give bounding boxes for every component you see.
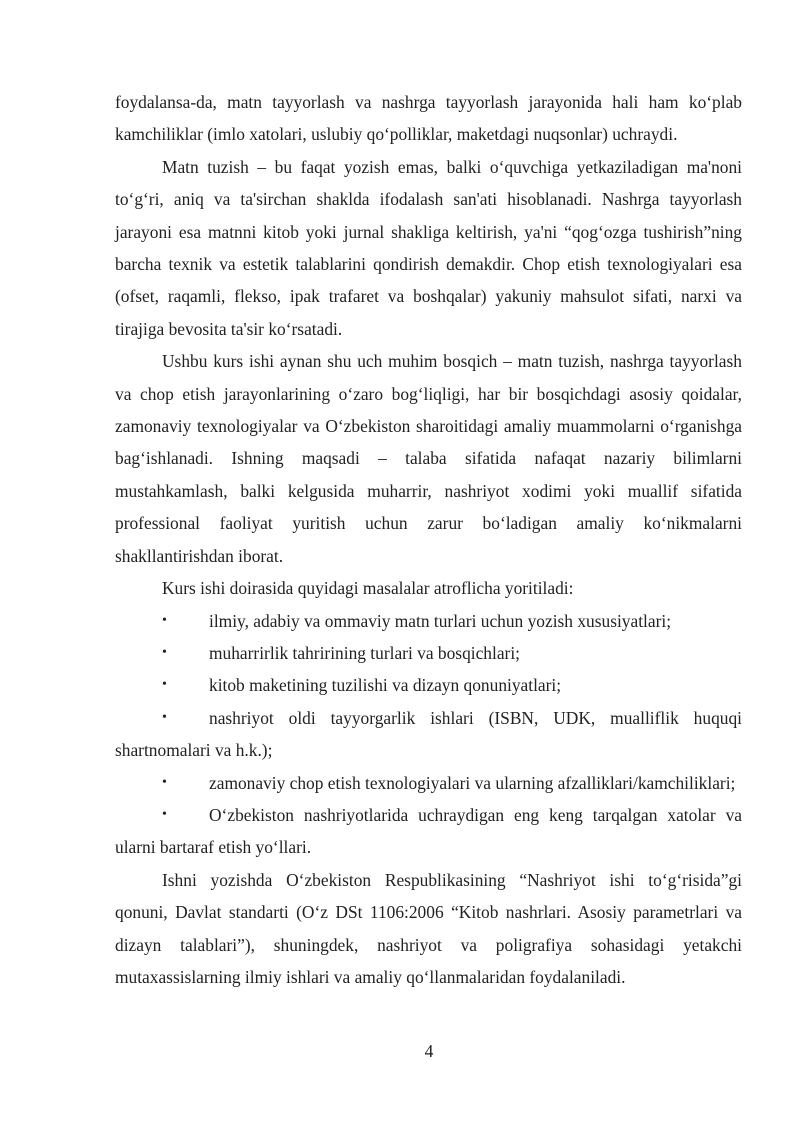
bullet-icon: • xyxy=(162,612,167,628)
paragraph-sources: Ishni yozishda Oʻzbekiston Respublikasining “Nashriyot ishi toʻgʻrisida”gi qonuni, Davlat standarti (Oʻz DSt 1106:2006 “Kitob nashrlari. Asosiy parametrlari va dizayn talablari”), shuningdek, nashriyot va poligrafiya sohasidagi yetakchi mutaxassislarning ilmiy ishlari va amaliy qoʻllanmalaridan foydalaniladi. xyxy=(115,869,742,987)
bullet-icon: • xyxy=(162,677,167,693)
list-item xyxy=(115,637,742,669)
list-item-text: zamonaviy chop etish texnologiyalari va ularning afzalliklari/kamchiliklari; xyxy=(209,772,736,793)
paragraph-course-purpose: Ushbu kurs ishi aynan shu uch muhim bosqich – matn tuzish, nashrga tayyorlash va chop etish jarayonlarining oʻzaro bogʻliqligi, har bir bosqichdagi asosiy qoidalar, zamonaviy texnologiyalar va Oʻzbekiston sharoitidagi amaliy muammolarni oʻrganishga bagʻishlanadi. Ishning maqsadi – talaba sifatida nafaqat nazariy bilimlarni mustahkamlash, balki kelgusida muharrir, nashriyot xodimi yoki muallif sifatida professional faoliyat yuritish uchun zarur boʻladigan amaliy koʻnikmalarni shakllantirishdan iborat. xyxy=(115,351,742,566)
list-item xyxy=(115,702,742,767)
paragraph-list-intro: Kurs ishi doirasida quyidagi masalalar atroflicha yoritiladi: xyxy=(162,578,574,599)
bullet-icon: • xyxy=(162,774,167,790)
document-body xyxy=(115,86,742,993)
list-item xyxy=(115,767,742,799)
list-item-text: ilmiy, adabiy va ommaviy matn turlari uchun yozish xususiyatlari; xyxy=(209,610,672,631)
paragraph-text-composition: Matn tuzish – bu faqat yozish emas, balki oʻquvchiga yetkaziladigan ma'noni toʻgʻri, aniq va ta'sirchan shaklda ifodalash san'ati hisoblanadi. Nashrga tayyorlash jarayoni esa matnni kitob yoki jurnal shakliga keltirish, ya'ni “qogʻozga tushirish”ning barcha texnik va estetik talablarini qondirish demakdir. Chop etish texnologiyalari esa (ofset, raqamli, flekso, ipak trafaret va boshqalar) yakuniy mahsulot sifati, narxi va tirajiga bevosita ta'sir koʻrsatadi. xyxy=(115,156,742,339)
list-item-text: Oʻzbekiston nashriyotlarida uchraydigan eng keng tarqalgan xatolar va ularni bartaraf etish yoʻllari. xyxy=(115,804,742,858)
list-item-text: muharrirlik tahririning turlari va bosqichlari; xyxy=(209,642,521,663)
list-item xyxy=(115,669,742,701)
page-number: 4 xyxy=(424,1041,434,1061)
topics-list xyxy=(115,605,742,864)
list-item xyxy=(115,605,742,637)
list-item-text: nashriyot oldi tayyorgarlik ishlari (ISBN, UDK, mualliflik huquqi shartnomalari va h.k.); xyxy=(115,707,742,761)
list-item-text: kitob maketining tuzilishi va dizayn qonuniyatlari; xyxy=(209,675,562,696)
bullet-icon: • xyxy=(162,709,167,725)
bullet-icon: • xyxy=(162,806,167,822)
bullet-icon: • xyxy=(162,644,167,660)
paragraph-continuation: foydalansa-da, matn tayyorlash va nashrga tayyorlash jarayonida hali ham koʻplab kamchiliklar (imlo xatolari, uslubiy qoʻpolliklar, maketdagi nuqsonlar) uchraydi. xyxy=(115,92,742,145)
list-item xyxy=(115,799,742,864)
